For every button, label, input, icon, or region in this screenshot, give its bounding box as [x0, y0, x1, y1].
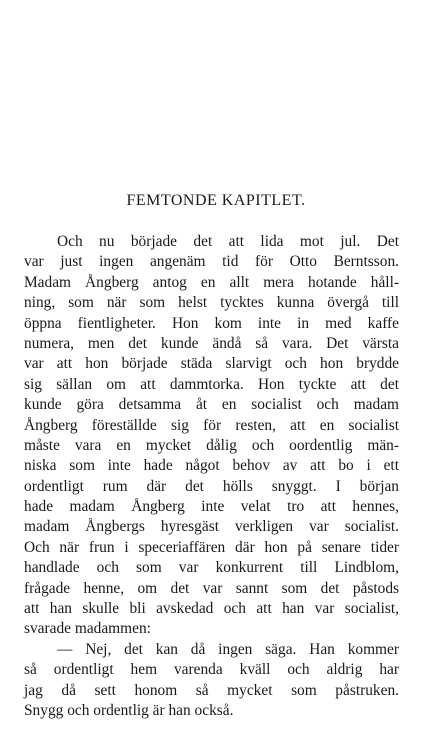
text-line: frågade henne, om det var sannt som det påstods	[24, 579, 399, 597]
text-line: måste vara en mycket dålig och oordentlig män-	[24, 436, 399, 454]
text-line: Och nu började det att lida mot jul. Det	[57, 233, 399, 250]
chapter-body	[24, 232, 399, 721]
text-line: madam Ångbergs hyresgäst verkligen var socialist.	[24, 518, 399, 536]
text-line: Snygg och ordentlig är han också.	[24, 701, 234, 719]
text-line: numera, men det kunde ändå så vara. Det värsta	[24, 334, 399, 352]
text-line: ning, som när som helst tycktes kunna övergå till	[24, 294, 399, 312]
text-line: handlade och som var konkurrent till Lindblom,	[24, 559, 399, 577]
text-line: öppna fientligheter. Hon kom inte in med kaffe	[24, 314, 399, 332]
text-line: att han skulle bli avskedad och att han var socialist,	[24, 600, 399, 618]
text-line: hade madam Ångberg inte velat tro att hennes,	[24, 498, 399, 516]
text-line: — Nej, det kan då ingen säga. Han kommer	[57, 640, 399, 658]
text-line: sig sällan om att dammtorka. Hon tyckte att det	[24, 375, 399, 393]
text-line: var just ingen angenäm tid för Otto Berntsson.	[24, 253, 399, 271]
chapter-title: FEMTONDE KAPITLET.	[126, 192, 306, 209]
text-line: var att hon började städa slarvigt och hon brydde	[24, 355, 399, 373]
text-line: svarade madammen:	[24, 620, 151, 638]
text-line: Madam Ångberg antog en allt mera hotande håll-	[24, 273, 399, 291]
text-line: så ordentligt hem varenda kväll och aldrig har	[24, 661, 399, 679]
text-line: ordentligt rum där det hölls snyggt. I början	[24, 477, 399, 495]
text-line: kunde göra detsamma åt en socialist och madam	[24, 396, 399, 414]
text-line: jag då sett honom så mycket som påstruken.	[24, 681, 399, 699]
text-line: Ångberg föreställde sig för resten, att en socialist	[24, 416, 399, 434]
text-line: niska som inte hade något behov av att bo i ett	[24, 457, 399, 475]
text-line: Och när frun i speceriaffären där hon på senare tider	[24, 538, 399, 556]
